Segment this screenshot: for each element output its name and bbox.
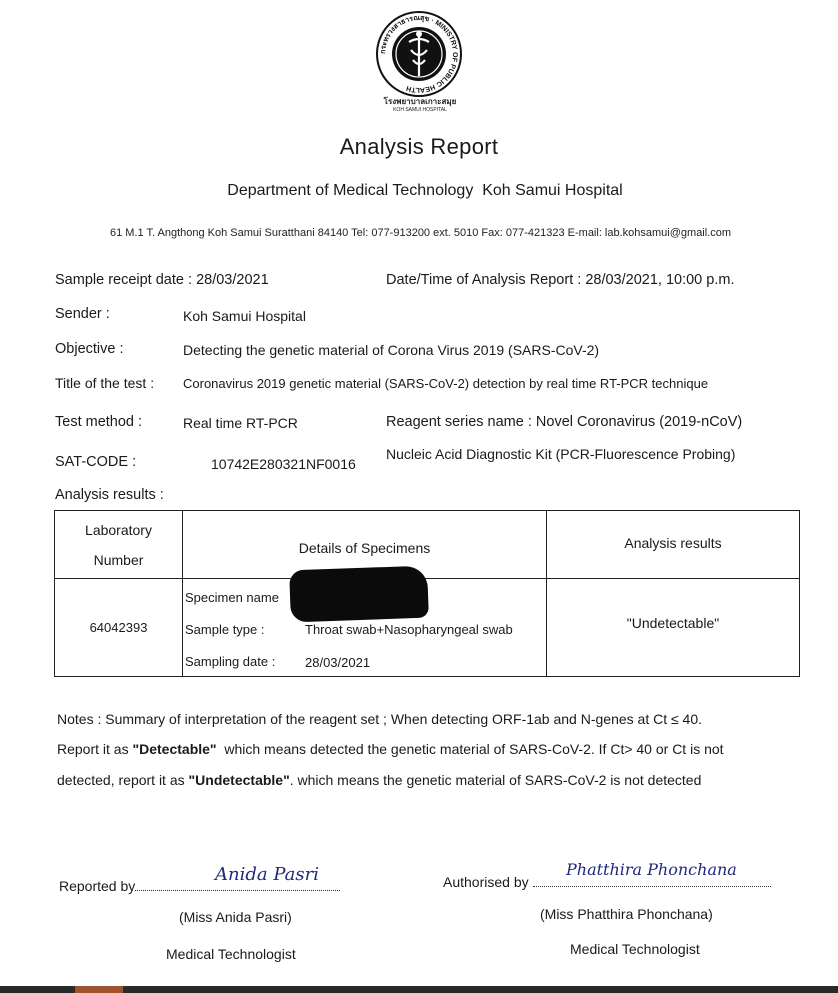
sender-label: Sender : xyxy=(55,306,110,322)
specimen-name-label: Specimen name xyxy=(185,590,279,605)
test-method-value: Real time RT-PCR xyxy=(183,415,298,431)
reported-by-label: Reported by xyxy=(59,878,136,894)
analysis-report-datetime xyxy=(386,272,734,288)
report-datetime-label: Date/Time of Analysis Report : xyxy=(386,272,582,288)
reported-by-signature: Anida Pasri xyxy=(215,864,319,885)
objective-label: Objective : xyxy=(55,341,124,357)
header-lab-line1: Laboratory xyxy=(85,521,152,538)
test-title-label: Title of the test : xyxy=(55,375,155,391)
seal-ring-text: กระทรวงสาธารณสุข · MINISTRY OF PUBLIC HEALTH xyxy=(379,14,459,94)
table-header-row xyxy=(55,511,800,579)
lab-number-cell: 64042393 xyxy=(55,579,183,677)
reported-by-name: (Miss Anida Pasri) xyxy=(179,909,292,925)
report-datetime-value: 28/03/2021, 10:00 p.m. xyxy=(585,272,735,288)
notes-line-3 xyxy=(57,772,701,788)
sat-code-value: 10742E280321NF0016 xyxy=(211,456,356,472)
notes-label: Notes : xyxy=(57,711,102,727)
notes-line2-post: which means detected the genetic material of SARS-CoV-2. If Ct> 40 or Ct is not xyxy=(216,741,724,757)
header-details-of-specimens: Details of Specimens xyxy=(183,511,547,579)
header-lab-line2: Number xyxy=(93,551,144,568)
ministry-seal-logo xyxy=(375,10,463,98)
bottom-edge-bar xyxy=(0,986,838,993)
analysis-result-value: "Undetectable" xyxy=(547,579,800,677)
reagent-series-value-line2: Nucleic Acid Diagnostic Kit (PCR-Fluorescence Probing) xyxy=(386,446,736,462)
notes-line3-pre: detected, report it as xyxy=(57,772,189,788)
department-name: Department of Medical Technology Koh Samui Hospital xyxy=(227,182,623,199)
test-method-label: Test method : xyxy=(55,414,143,430)
sat-code-label: SAT-CODE : xyxy=(55,454,137,470)
sample-receipt-date xyxy=(55,272,269,288)
reagent-series-label: Reagent series name : xyxy=(386,414,532,430)
notes-line3-post: . which means the genetic material of SARS-CoV-2 is not detected xyxy=(289,772,702,788)
sample-type-value: Throat swab+Nasopharyngeal swab xyxy=(305,622,513,637)
sample-receipt-value: 28/03/2021 xyxy=(196,272,269,288)
redaction-block xyxy=(289,566,429,623)
notes-line2-pre: Report it as xyxy=(57,741,133,757)
reagent-series-value: Novel Coronavirus (2019-nCoV) xyxy=(535,414,743,430)
reagent-series xyxy=(386,414,742,430)
sample-type-label: Sample type : xyxy=(185,622,265,637)
sample-receipt-label: Sample receipt date : xyxy=(55,272,193,288)
test-title-value: Coronavirus 2019 genetic material (SARS-CoV-2) detection by real time RT-PCR technique xyxy=(183,376,709,391)
hospital-address: 61 M.1 T. Angthong Koh Samui Suratthani 84140 Tel: 077-913200 ext. 5010 Fax: 077-421323 E-mail: lab.kohsamui@gmail.com xyxy=(110,227,732,239)
notes-line-1 xyxy=(57,711,702,727)
detectable-term: "Detectable" xyxy=(132,741,217,757)
authorised-by-signature: Phatthira Phonchana xyxy=(566,860,737,879)
authorised-by-name: (Miss Phatthira Phonchana) xyxy=(540,906,713,922)
objective-value: Detecting the genetic material of Corona Virus 2019 (SARS-CoV-2) xyxy=(183,342,600,358)
authorised-by-dotted-line xyxy=(533,886,771,887)
authorised-by-label: Authorised by xyxy=(443,874,529,890)
seal-caption-english: KOH SAMUI HOSPITAL xyxy=(393,107,447,113)
reported-by-title: Medical Technologist xyxy=(166,946,296,962)
bottom-edge-mark xyxy=(75,986,123,993)
undetectable-term: "Undetectable" xyxy=(188,772,290,788)
analysis-results-label: Analysis results : xyxy=(55,487,164,503)
sender-value: Koh Samui Hospital xyxy=(183,308,306,324)
sampling-date-value: 28/03/2021 xyxy=(305,655,371,670)
header-laboratory-number xyxy=(55,511,183,579)
seal-caption-thai: โรงพยาบาลเกาะสมุย xyxy=(383,97,457,106)
header-analysis-results: Analysis results xyxy=(547,511,800,579)
seal-caption xyxy=(370,98,470,114)
sampling-date-label: Sampling date : xyxy=(185,654,276,669)
report-title: Analysis Report xyxy=(339,134,499,159)
authorised-by-title: Medical Technologist xyxy=(570,941,700,957)
notes-text-1: Summary of interpretation of the reagent set ; When detecting ORF-1ab and N-genes at Ct ≤ 40. xyxy=(101,711,703,727)
reported-by-dotted-line xyxy=(135,890,340,891)
notes-line-2 xyxy=(57,741,724,757)
